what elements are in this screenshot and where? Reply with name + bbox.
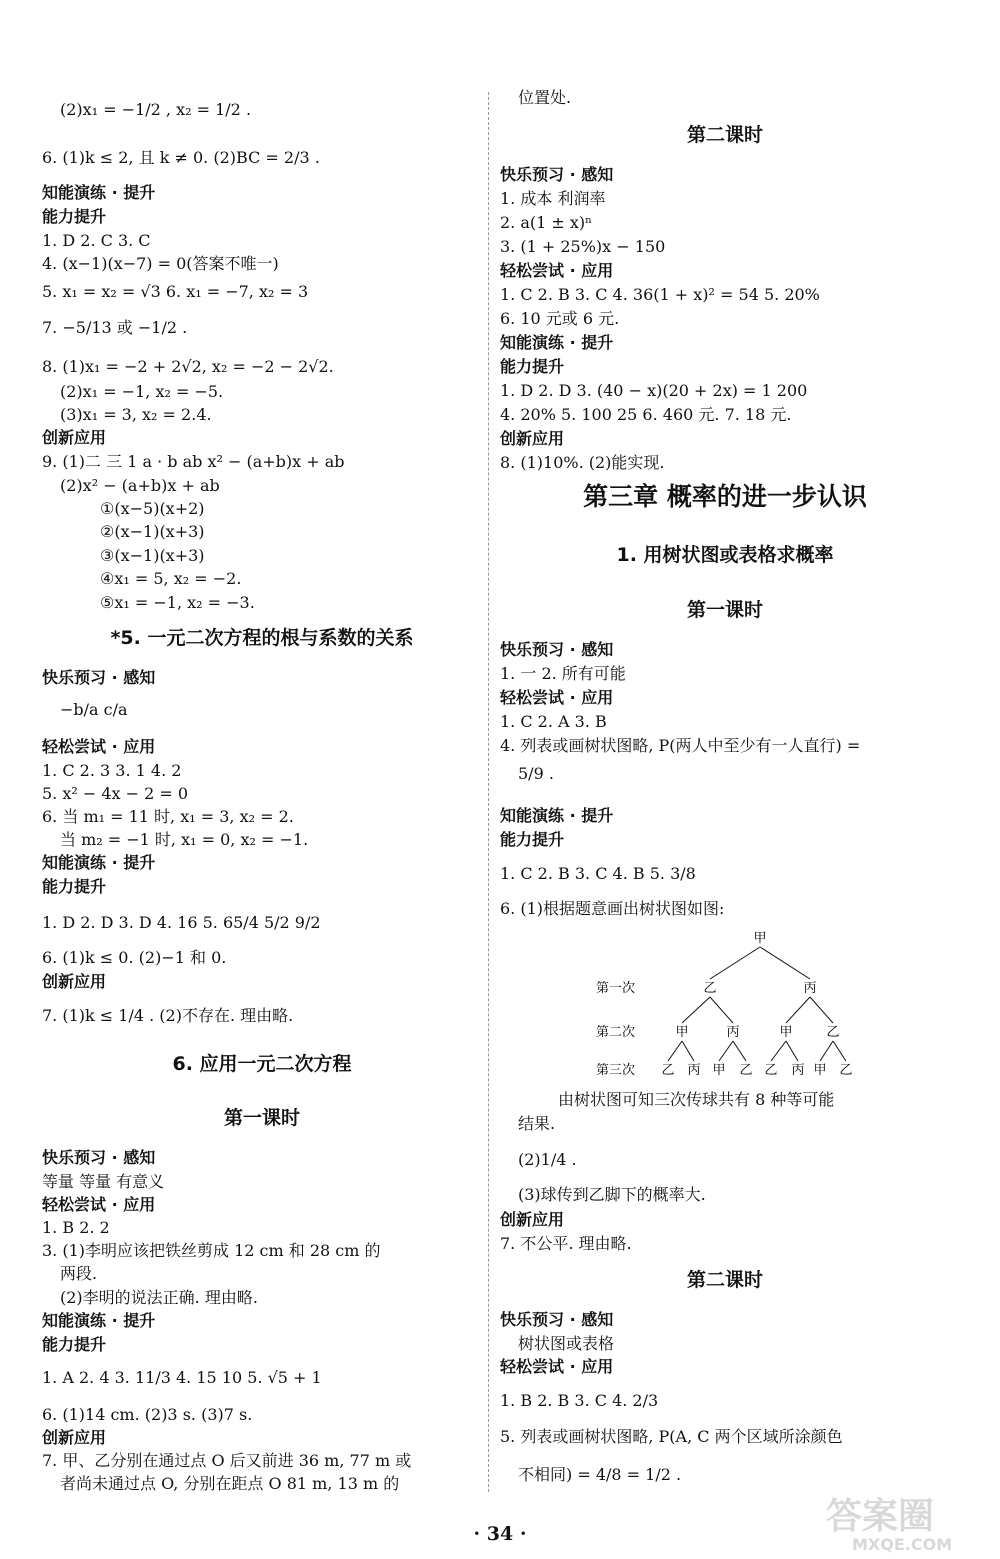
answer-line: 2. a(1 ± x)ⁿ bbox=[500, 213, 593, 232]
tree-node: 甲 bbox=[779, 1025, 793, 1040]
answer-line: 6. 当 m₁ = 11 时, x₁ = 3, x₂ = 2. bbox=[42, 807, 294, 826]
section-heading: 轻松尝试 · 应用 bbox=[500, 688, 614, 707]
section-heading: 创新应用 bbox=[42, 972, 107, 991]
tree-branch bbox=[771, 1041, 786, 1061]
answer-line: (2)x₁ = −1, x₂ = −5. bbox=[60, 382, 224, 401]
tree-branch bbox=[810, 997, 833, 1023]
tree-branch bbox=[668, 1041, 682, 1061]
section-heading: 创新应用 bbox=[42, 1428, 107, 1447]
tree-branch bbox=[710, 997, 733, 1023]
answer-line: 4. 20% 5. 100 25 6. 460 元. 7. 18 元. bbox=[500, 405, 792, 424]
answer-line: 位置处. bbox=[518, 88, 572, 107]
answer-line: 1. D 2. D 3. (40 − x)(20 + 2x) = 1 200 bbox=[500, 381, 808, 400]
answer-line: 树状图或表格 bbox=[518, 1334, 615, 1353]
answer-line: (3)球传到乙脚下的概率大. bbox=[518, 1185, 706, 1204]
answer-line: 3. (1)李明应该把铁丝剪成 12 cm 和 28 cm 的 bbox=[42, 1241, 381, 1260]
answer-line: 8. (1)x₁ = −2 + 2√2, x₂ = −2 − 2√2. bbox=[42, 357, 334, 376]
answer-line: 7. −5/13 或 −1/2 . bbox=[42, 318, 188, 337]
answer-line: 3. (1 + 25%)x − 150 bbox=[500, 237, 666, 256]
answer-line: ④x₁ = 5, x₂ = −2. bbox=[100, 569, 242, 588]
section-heading: 能力提升 bbox=[500, 357, 565, 376]
answer-line: 者尚未通过点 O, 分别在距点 O 81 m, 13 m 的 bbox=[60, 1474, 400, 1493]
lesson-title: 第一课时 bbox=[686, 599, 763, 621]
answer-line: 1. C 2. A 3. B bbox=[500, 712, 607, 731]
answer-line: 4. 列表或画树状图略, P(两人中至少有一人直行) = bbox=[500, 736, 861, 755]
section-heading: 能力提升 bbox=[42, 207, 107, 226]
section-heading: 知能演练 · 提升 bbox=[42, 853, 156, 872]
answer-line: (3)x₁ = 3, x₂ = 2.4. bbox=[60, 405, 212, 424]
tree-node: 甲 bbox=[712, 1063, 726, 1078]
answer-line: 1. B 2. B 3. C 4. 2/3 bbox=[500, 1391, 659, 1410]
section-heading: 快乐预习 · 感知 bbox=[42, 1148, 156, 1167]
answer-line: 1. B 2. 2 bbox=[42, 1218, 110, 1237]
tree-branch bbox=[710, 947, 760, 979]
tree-node: 丙 bbox=[791, 1063, 805, 1078]
lesson-title: 1. 用树状图或表格求概率 bbox=[616, 544, 834, 566]
section-heading: 快乐预习 · 感知 bbox=[500, 165, 614, 184]
answer-line: 8. (1)10%. (2)能实现. bbox=[500, 453, 665, 472]
answer-line: (2)x² − (a+b)x + ab bbox=[60, 476, 220, 495]
answer-line: ③(x−1)(x+3) bbox=[100, 546, 205, 565]
section-heading: 知能演练 · 提升 bbox=[500, 333, 614, 352]
watermark-url: MXQE.COM bbox=[852, 1535, 953, 1554]
answer-line: 6. (1)k ≤ 2, 且 k ≠ 0. (2)BC = 2/3 . bbox=[42, 148, 320, 167]
tree-level-label: 第一次 bbox=[596, 981, 636, 996]
tree-node: 甲 bbox=[753, 931, 767, 946]
answer-line: ②(x−1)(x+3) bbox=[100, 522, 205, 541]
answer-line: 1. C 2. B 3. C 4. 36(1 + x)² = 54 5. 20% bbox=[500, 285, 820, 304]
tree-node: 甲 bbox=[675, 1025, 689, 1040]
probability-tree-diagram bbox=[590, 926, 890, 1086]
section-heading: 快乐预习 · 感知 bbox=[500, 1310, 614, 1329]
answer-line: 5. x² − 4x − 2 = 0 bbox=[42, 784, 189, 803]
tree-node: 乙 bbox=[839, 1063, 853, 1078]
answer-line: 1. D 2. D 3. D 4. 16 5. 65/4 5/2 9/2 bbox=[42, 913, 321, 932]
answer-line: 当 m₂ = −1 时, x₁ = 0, x₂ = −1. bbox=[60, 830, 309, 849]
answer-line: 6. (1)根据题意画出树状图如图: bbox=[500, 899, 725, 918]
tree-branch bbox=[820, 1041, 833, 1061]
section-heading: 知能演练 · 提升 bbox=[42, 183, 156, 202]
answer-line: 1. D 2. C 3. C bbox=[42, 231, 151, 250]
answer-line: 6. (1)k ≤ 0. (2)−1 和 0. bbox=[42, 948, 227, 967]
column-divider bbox=[488, 92, 489, 1492]
tree-branch bbox=[760, 947, 810, 979]
section-heading: 知能演练 · 提升 bbox=[500, 806, 614, 825]
section-heading: 能力提升 bbox=[42, 1335, 107, 1354]
section-heading: 创新应用 bbox=[500, 1210, 565, 1229]
tree-node: 丙 bbox=[687, 1063, 701, 1078]
answer-line: 7. 不公平. 理由略. bbox=[500, 1234, 632, 1253]
lesson-title: 第二课时 bbox=[686, 1269, 763, 1291]
answer-line: 1. 一 2. 所有可能 bbox=[500, 664, 626, 683]
answer-line: 1. 成本 利润率 bbox=[500, 189, 606, 208]
tree-branch bbox=[682, 1041, 694, 1061]
tree-level-label: 第二次 bbox=[596, 1025, 636, 1040]
section-heading: 轻松尝试 · 应用 bbox=[500, 1357, 614, 1376]
tree-node: 乙 bbox=[764, 1063, 778, 1078]
lesson-title: 第一课时 bbox=[223, 1107, 300, 1129]
tree-branch bbox=[719, 1041, 733, 1061]
tree-level-label: 第三次 bbox=[596, 1063, 636, 1078]
tree-node: 乙 bbox=[826, 1025, 840, 1040]
section-heading: 能力提升 bbox=[500, 830, 565, 849]
watermark-logo bbox=[822, 1488, 994, 1554]
answer-line: ①(x−5)(x+2) bbox=[100, 499, 205, 518]
lesson-title: 第二课时 bbox=[686, 124, 763, 146]
tree-node: 丙 bbox=[726, 1025, 740, 1040]
answer-line: 等量 等量 有意义 bbox=[42, 1172, 165, 1191]
section-heading: 能力提升 bbox=[42, 877, 107, 896]
chapter-title: 第三章 概率的进一步认识 bbox=[583, 482, 867, 511]
answer-line: (2)x₁ = −1/2 , x₂ = 1/2 . bbox=[60, 100, 252, 119]
tree-node: 甲 bbox=[813, 1063, 827, 1078]
answer-line: 由树状图可知三次传球共有 8 种等可能 bbox=[558, 1090, 835, 1109]
answer-line: 1. A 2. 4 3. 11/3 4. 15 10 5. √5 + 1 bbox=[42, 1368, 322, 1387]
section-heading: 快乐预习 · 感知 bbox=[42, 668, 156, 687]
section-heading: 知能演练 · 提升 bbox=[42, 1311, 156, 1330]
tree-node: 丙 bbox=[803, 981, 817, 996]
answer-line: 5. x₁ = x₂ = √3 6. x₁ = −7, x₂ = 3 bbox=[42, 282, 309, 301]
answer-line: 6. (1)14 cm. (2)3 s. (3)7 s. bbox=[42, 1405, 253, 1424]
answer-line: 6. 10 元或 6 元. bbox=[500, 309, 620, 328]
watermark-text: 答案圈 bbox=[826, 1496, 935, 1537]
tree-node: 乙 bbox=[739, 1063, 753, 1078]
section-heading: 轻松尝试 · 应用 bbox=[500, 261, 614, 280]
tree-branch bbox=[786, 1041, 798, 1061]
tree-branch bbox=[833, 1041, 846, 1061]
tree-branch bbox=[682, 997, 710, 1023]
section-heading: 轻松尝试 · 应用 bbox=[42, 737, 156, 756]
answer-line: (2)李明的说法正确. 理由略. bbox=[60, 1288, 258, 1307]
section-heading: 轻松尝试 · 应用 bbox=[42, 1195, 156, 1214]
tree-branch bbox=[786, 997, 810, 1023]
lesson-title: *5. 一元二次方程的根与系数的关系 bbox=[110, 627, 414, 649]
answer-line: 7. (1)k ≤ 1/4 . (2)不存在. 理由略. bbox=[42, 1006, 294, 1025]
answer-line: 9. (1)二 三 1 a · b ab x² − (a+b)x + ab bbox=[42, 452, 345, 471]
answer-line: 5. 列表或画树状图略, P(A, C 两个区域所涂颜色 bbox=[500, 1427, 843, 1446]
section-heading: 创新应用 bbox=[500, 429, 565, 448]
answer-line: 不相同) = 4/8 = 1/2 . bbox=[518, 1465, 682, 1484]
lesson-title: 6. 应用一元二次方程 bbox=[172, 1053, 352, 1075]
section-heading: 创新应用 bbox=[42, 428, 107, 447]
answer-line: ⑤x₁ = −1, x₂ = −3. bbox=[100, 593, 255, 612]
section-heading: 快乐预习 · 感知 bbox=[500, 640, 614, 659]
answer-line: 7. 甲、乙分别在通过点 O 后又前进 36 m, 77 m 或 bbox=[42, 1451, 412, 1470]
page-number: · 34 · bbox=[473, 1523, 527, 1545]
answer-line: 两段. bbox=[60, 1264, 98, 1283]
answer-line: −b/a c/a bbox=[60, 700, 128, 719]
answer-line: 1. C 2. B 3. C 4. B 5. 3/8 bbox=[500, 864, 696, 883]
tree-node: 乙 bbox=[703, 981, 717, 996]
answer-line: 1. C 2. 3 3. 1 4. 2 bbox=[42, 761, 182, 780]
answer-line: 结果. bbox=[518, 1114, 556, 1133]
answer-line: 5/9 . bbox=[518, 764, 554, 783]
answer-line: 4. (x−1)(x−7) = 0(答案不唯一) bbox=[42, 254, 279, 273]
answer-line: (2)1/4 . bbox=[518, 1150, 577, 1169]
tree-node: 乙 bbox=[661, 1063, 675, 1078]
tree-branch bbox=[733, 1041, 746, 1061]
